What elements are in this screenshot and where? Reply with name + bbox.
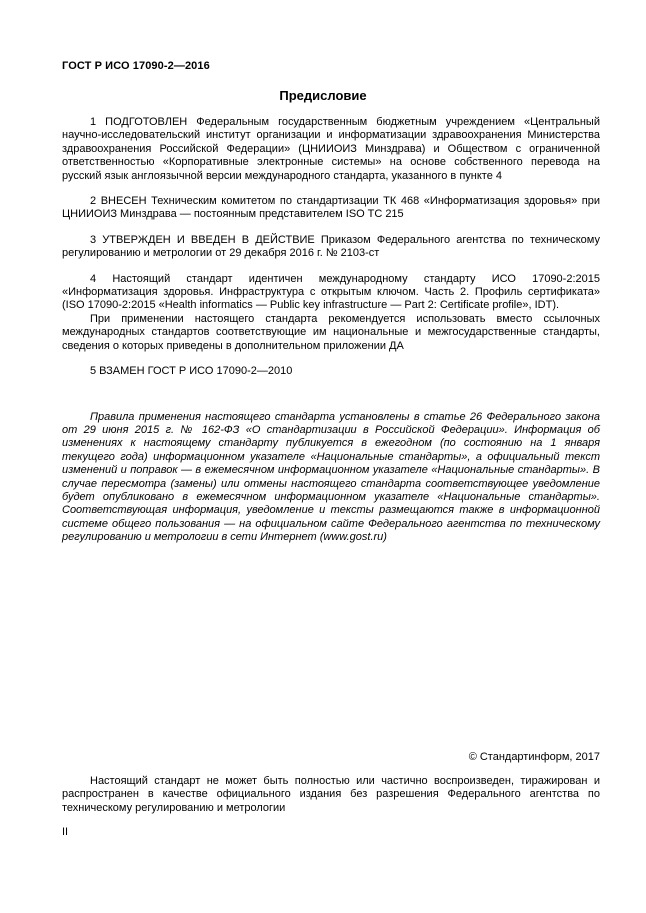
- application-rules-notice: Правила применения настоящего стандарта установлены в статье 26 Федерального закона от 29 июня 2015 г. № 162-ФЗ «О стандартизации в Российской Федерации». Информация об изменениях к настоящему стандарту публикуется в ежегодном (по состоянию на 1 января текущего года) информационном указателе «Национальные стандарты», а официальный текст изменений и поправок — в ежемесячном информационном указателе «Национальные стандарты». В случае пересмотра (замены) или отмены настоящего стандарта соответствующее уведомление будет опубликовано в ежемесячном информационном указателе «Национальные стандарты». Соответствующая информация, уведомление и тексты размещаются также в информационной системе общего пользования — на официальном сайте Федерального агентства по техническому регулированию и метрологии в сети Интернет (www.gost.ru): [62, 410, 600, 544]
- paragraph-prepared-by: 1 ПОДГОТОВЛЕН Федеральным государственным бюджетным учреждением «Центральный научно-исследовательский институт организации и информатизации здравоохранения Министерства здравоохранения Российской Федерации» (ЦНИИОИЗ Минздрава) и Обществом с ограниченной ответственностью «Корпоративные электронные системы» на основе собственного перевода на русский язык англоязычной версии международного стандарта, указанного в пункте 4: [62, 116, 600, 182]
- copyright-line: © Стандартинформ, 2017: [468, 751, 600, 763]
- reprint-restriction-notice: Настоящий стандарт не может быть полностью или частично воспроизведен, тиражирован и распространен в качестве официального издания без разрешения Федерального агентства по техническому регулированию и метрологии: [62, 775, 600, 814]
- page-number: II: [62, 826, 69, 838]
- paragraph-application-note: При применении настоящего стандарта рекомендуется использовать вместо ссылочных международных стандартов соответствующие им национальные и межгосударственные стандарты, сведения о которых приведены в дополнительном приложении ДА: [62, 312, 600, 352]
- page-title: Предисловие: [279, 88, 367, 103]
- paragraph-introduced-by: 2 ВНЕСЕН Техническим комитетом по стандартизации ТК 468 «Информатизация здоровья» при ЦНИИОИЗ Минздрава — постоянным представителем ISO TC 215: [62, 195, 600, 221]
- document-id-header: ГОСТ Р ИСО 17090-2—2016: [62, 60, 210, 72]
- foreword-body: [62, 116, 600, 545]
- paragraph-approved: 3 УТВЕРЖДЕН И ВВЕДЕН В ДЕЙСТВИЕ Приказом Федерального агентства по техническому регулированию и метрологии от 29 декабря 2016 г. № 2103-ст: [62, 233, 600, 260]
- paragraph-replaces: 5 ВЗАМЕН ГОСТ Р ИСО 17090-2—2010: [90, 365, 293, 378]
- paragraph-identical-to: 4 Настоящий стандарт идентичен международному стандарту ИСО 17090-2:2015 «Информатизация здоровья. Инфраструктура с открытым ключом. Часть 2. Профиль сертификата» (ISO 17090-2:2015 «Health informatics — Public key infrastructure — Part 2: Certificate profile», IDT).: [62, 272, 600, 312]
